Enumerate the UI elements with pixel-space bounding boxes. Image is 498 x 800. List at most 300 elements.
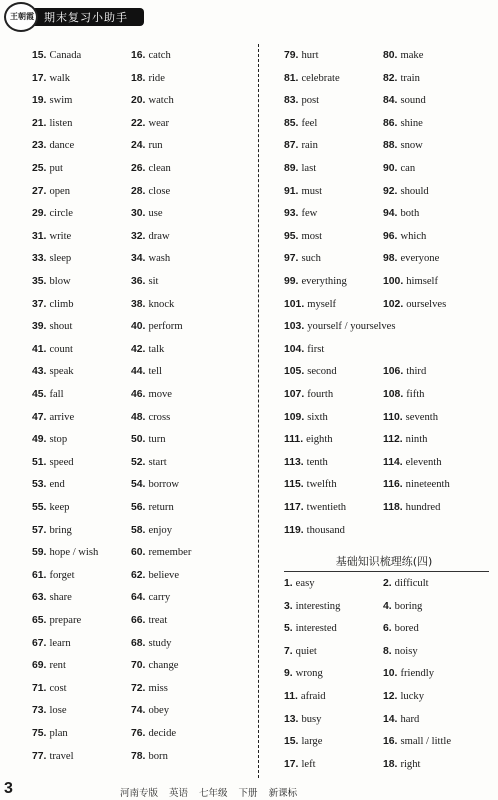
- list-item: [131, 49, 171, 62]
- item-number: 112.: [383, 434, 403, 446]
- item-word: swim: [49, 95, 73, 107]
- item-number: 59.: [32, 547, 47, 559]
- item-number: 73.: [32, 705, 47, 717]
- item-number: 65.: [32, 615, 47, 626]
- item-number: 61.: [32, 569, 47, 581]
- list-item: [284, 94, 319, 107]
- item-number: 43.: [32, 366, 47, 378]
- page-header: [0, 0, 498, 30]
- list-item: [131, 230, 170, 243]
- item-number: 34.: [131, 253, 146, 265]
- item-number: 84.: [383, 95, 398, 107]
- item-word: ride: [148, 72, 165, 84]
- item-word: study: [148, 637, 172, 649]
- list-item: [32, 704, 67, 717]
- item-word: obey: [148, 705, 170, 717]
- item-number: 28.: [131, 185, 146, 197]
- item-number: 90.: [383, 163, 398, 174]
- list-item: [284, 365, 337, 378]
- list-item: [131, 365, 162, 378]
- list-item: [284, 690, 326, 703]
- list-item: [131, 252, 170, 265]
- item-word: twelfth: [306, 479, 337, 491]
- item-number: 69.: [32, 660, 47, 672]
- list-item: [131, 727, 176, 740]
- item-number: 93.: [284, 208, 299, 220]
- item-number: 26.: [131, 163, 146, 174]
- item-word: which: [400, 230, 427, 242]
- item-word: eighth: [306, 434, 333, 446]
- list-item: [284, 252, 321, 265]
- list-item: [32, 298, 74, 311]
- item-number: 8.: [383, 645, 392, 657]
- list-item: [32, 94, 72, 107]
- list-item: [131, 614, 167, 627]
- list-item: [284, 577, 315, 590]
- list-item: [383, 411, 438, 424]
- item-number: 38.: [131, 298, 146, 310]
- list-item: [32, 185, 70, 198]
- list-item: [131, 433, 166, 446]
- item-number: 64.: [131, 592, 146, 604]
- list-item: [383, 433, 427, 446]
- list-item: [131, 275, 158, 288]
- list-item: [32, 750, 74, 763]
- list-item: [284, 230, 322, 243]
- list-item: [131, 704, 169, 717]
- list-item: [32, 72, 70, 85]
- item-number: 77.: [32, 750, 47, 762]
- list-item: [131, 591, 170, 604]
- list-item: [383, 577, 429, 590]
- list-item: [284, 343, 324, 356]
- item-number: 117.: [284, 502, 304, 513]
- item-word: thousand: [306, 524, 345, 536]
- list-item: [32, 659, 66, 672]
- item-number: 96.: [383, 230, 398, 242]
- item-number: 113.: [284, 456, 304, 468]
- list-item: [131, 320, 183, 333]
- item-number: 16.: [383, 736, 398, 748]
- item-number: 57.: [32, 524, 47, 536]
- item-word: catch: [148, 50, 171, 61]
- list-item: [383, 388, 424, 401]
- item-number: 51.: [32, 456, 47, 468]
- item-word: wrong: [295, 668, 323, 680]
- item-number: 80.: [383, 50, 398, 61]
- item-word: draw: [148, 230, 170, 242]
- item-number: 91.: [284, 185, 299, 197]
- item-number: 67.: [32, 637, 47, 649]
- item-number: 60.: [131, 547, 146, 559]
- item-word: rent: [49, 660, 66, 672]
- item-word: interesting: [295, 600, 341, 612]
- list-item: [131, 478, 179, 491]
- list-item: [383, 478, 450, 491]
- item-number: 41.: [32, 343, 47, 355]
- list-item: [284, 320, 396, 333]
- item-word: can: [400, 163, 416, 174]
- list-item: [131, 388, 172, 401]
- item-word: travel: [49, 750, 74, 762]
- item-number: 45.: [32, 389, 47, 400]
- item-number: 31.: [32, 230, 47, 242]
- list-item: [383, 139, 423, 152]
- page-footer: [0, 782, 498, 800]
- list-item: [383, 622, 419, 635]
- item-number: 47.: [32, 411, 47, 423]
- item-word: everything: [301, 276, 347, 287]
- list-item: [32, 524, 72, 537]
- column-divider: [258, 44, 259, 778]
- item-number: 52.: [131, 456, 146, 468]
- item-word: sound: [400, 95, 426, 107]
- item-word: change: [148, 660, 179, 672]
- item-number: 81.: [284, 72, 299, 84]
- item-word: born: [148, 750, 168, 762]
- item-number: 42.: [131, 343, 146, 355]
- item-word: ourselves: [406, 298, 447, 310]
- list-item: [383, 600, 422, 613]
- item-number: 39.: [32, 321, 47, 333]
- list-item: [131, 501, 174, 514]
- item-word: watch: [148, 95, 174, 107]
- item-word: speak: [49, 366, 74, 378]
- list-item: [32, 139, 74, 152]
- list-item: [131, 343, 164, 356]
- list-item: [383, 207, 419, 220]
- item-word: must: [301, 185, 323, 197]
- item-word: sixth: [307, 411, 328, 423]
- item-number: 111.: [284, 434, 304, 446]
- item-word: wear: [148, 117, 170, 129]
- item-word: open: [49, 185, 71, 197]
- item-word: hurt: [301, 50, 319, 61]
- item-number: 78.: [131, 750, 146, 762]
- item-word: close: [148, 185, 171, 197]
- item-word: perform: [148, 321, 183, 333]
- list-item: [383, 230, 426, 243]
- item-word: twentieth: [306, 502, 347, 513]
- item-word: post: [301, 95, 320, 107]
- item-word: interested: [295, 623, 337, 635]
- item-word: second: [307, 366, 337, 378]
- list-item: [131, 72, 165, 85]
- item-word: shine: [400, 117, 423, 129]
- list-item: [284, 185, 322, 198]
- item-word: carry: [148, 592, 171, 604]
- list-item: [32, 388, 64, 401]
- item-number: 87.: [284, 140, 299, 152]
- list-item: [131, 569, 179, 582]
- item-word: left: [301, 758, 316, 770]
- item-number: 36.: [131, 276, 146, 287]
- item-number: 49.: [32, 434, 47, 446]
- item-word: use: [148, 208, 163, 220]
- item-number: 32.: [131, 230, 146, 242]
- item-number: 40.: [131, 321, 146, 333]
- item-word: believe: [148, 569, 180, 581]
- item-number: 17.: [284, 758, 299, 770]
- item-number: 15.: [32, 50, 47, 61]
- item-number: 12.: [383, 691, 398, 702]
- item-word: such: [301, 253, 321, 265]
- item-word: learn: [49, 637, 71, 649]
- item-number: 100.: [383, 276, 404, 287]
- list-item: [131, 750, 168, 763]
- item-number: 68.: [131, 637, 146, 649]
- list-item: [284, 388, 333, 401]
- item-word: should: [400, 185, 429, 197]
- item-word: share: [49, 592, 72, 604]
- item-word: enjoy: [148, 524, 172, 536]
- list-item: [383, 94, 426, 107]
- item-number: 116.: [383, 479, 403, 491]
- list-item: [32, 230, 71, 243]
- item-number: 83.: [284, 95, 299, 107]
- item-number: 115.: [284, 479, 304, 491]
- item-word: noisy: [394, 645, 418, 657]
- item-word: hope / wish: [49, 547, 99, 559]
- list-item: [383, 298, 446, 311]
- item-number: 14.: [383, 713, 398, 725]
- item-number: 74.: [131, 705, 146, 717]
- list-item: [383, 185, 429, 198]
- logo-text: 王朝霞: [10, 12, 34, 21]
- item-word: himself: [406, 276, 439, 287]
- item-word: decide: [148, 728, 177, 739]
- item-word: treat: [148, 615, 168, 626]
- list-item: [131, 298, 174, 311]
- list-item: [284, 207, 317, 220]
- item-word: end: [49, 479, 65, 491]
- item-number: 109.: [284, 411, 305, 423]
- list-item: [383, 735, 451, 748]
- item-word: start: [148, 456, 167, 468]
- list-item: [32, 501, 69, 514]
- section-title: 基础知识梳理练(四): [335, 555, 433, 568]
- item-word: make: [400, 50, 424, 61]
- item-word: forget: [49, 569, 75, 581]
- list-item: [32, 478, 65, 491]
- item-number: 2.: [383, 578, 392, 589]
- list-item: [284, 645, 317, 658]
- item-number: 95.: [284, 230, 299, 242]
- item-word: dance: [49, 140, 75, 152]
- logo: [4, 2, 38, 32]
- item-number: 25.: [32, 163, 47, 174]
- list-item: [284, 735, 322, 748]
- item-number: 6.: [383, 623, 392, 635]
- list-item: [284, 478, 337, 491]
- item-word: difficult: [394, 578, 429, 589]
- item-word: Canada: [49, 50, 82, 61]
- item-number: 48.: [131, 411, 146, 423]
- item-number: 101.: [284, 298, 305, 310]
- item-word: right: [400, 758, 421, 770]
- item-number: 13.: [284, 713, 299, 725]
- item-number: 22.: [131, 117, 146, 129]
- item-word: rain: [301, 140, 318, 152]
- item-word: feel: [301, 117, 318, 129]
- item-number: 24.: [131, 140, 146, 152]
- item-word: boring: [394, 600, 423, 612]
- list-item: [32, 456, 74, 469]
- item-word: miss: [148, 682, 168, 694]
- item-word: plan: [49, 728, 68, 739]
- item-number: 37.: [32, 298, 47, 310]
- list-item: [284, 298, 336, 311]
- list-item: [284, 49, 319, 62]
- item-word: train: [400, 72, 420, 84]
- item-number: 4.: [383, 600, 392, 612]
- list-item: [383, 456, 442, 469]
- item-number: 107.: [284, 389, 305, 400]
- item-word: most: [301, 230, 323, 242]
- item-word: friendly: [400, 668, 434, 680]
- item-word: everyone: [400, 253, 440, 265]
- item-number: 70.: [131, 660, 146, 672]
- item-number: 99.: [284, 276, 299, 287]
- item-number: 76.: [131, 728, 146, 739]
- list-item: [131, 185, 170, 198]
- list-item: [284, 600, 340, 613]
- item-word: turn: [148, 434, 166, 446]
- item-number: 15.: [284, 736, 299, 748]
- item-number: 3.: [284, 600, 293, 612]
- list-item: [131, 524, 172, 537]
- item-word: sleep: [49, 253, 72, 265]
- header-title: 期末复习小助手: [44, 11, 128, 24]
- item-number: 50.: [131, 434, 146, 446]
- list-item: [383, 501, 440, 514]
- item-word: move: [148, 389, 172, 400]
- item-word: seventh: [405, 411, 439, 423]
- list-item: [284, 713, 321, 726]
- item-word: return: [148, 502, 174, 513]
- item-number: 18.: [383, 758, 398, 770]
- item-number: 66.: [131, 615, 146, 626]
- item-number: 21.: [32, 117, 47, 129]
- item-word: quiet: [295, 645, 317, 657]
- list-item: [32, 682, 67, 695]
- item-word: nineteenth: [405, 479, 450, 491]
- item-number: 104.: [284, 343, 305, 355]
- list-item: [284, 622, 337, 635]
- item-number: 19.: [32, 95, 47, 107]
- item-word: circle: [49, 208, 73, 220]
- item-word: wash: [148, 253, 171, 265]
- item-number: 44.: [131, 366, 146, 378]
- list-item: [32, 207, 73, 220]
- item-word: celebrate: [301, 72, 340, 84]
- item-number: 46.: [131, 389, 146, 400]
- item-word: hard: [400, 713, 420, 725]
- list-item: [32, 252, 71, 265]
- item-number: 106.: [383, 366, 404, 378]
- item-word: myself: [307, 298, 337, 310]
- item-number: 17.: [32, 72, 47, 84]
- item-word: cross: [148, 411, 171, 423]
- item-number: 118.: [383, 502, 403, 513]
- item-word: stop: [49, 434, 68, 446]
- list-item: [383, 713, 419, 726]
- item-word: easy: [295, 578, 315, 589]
- list-item: [284, 501, 346, 514]
- list-item: [131, 411, 170, 424]
- item-word: fall: [49, 389, 64, 400]
- item-word: keep: [49, 502, 70, 513]
- item-number: 71.: [32, 682, 47, 694]
- list-item: [284, 524, 345, 537]
- item-word: run: [148, 140, 163, 152]
- list-item: [284, 433, 333, 446]
- item-number: 85.: [284, 117, 299, 129]
- section-underline: [284, 571, 489, 572]
- list-item: [131, 637, 171, 650]
- item-number: 82.: [383, 72, 398, 84]
- item-number: 105.: [284, 366, 305, 378]
- item-number: 30.: [131, 208, 146, 220]
- item-number: 79.: [284, 50, 299, 61]
- item-word: sit: [148, 276, 159, 287]
- list-item: [284, 117, 317, 130]
- list-item: [32, 275, 71, 288]
- item-number: 103.: [284, 321, 305, 333]
- item-word: tell: [148, 366, 162, 378]
- item-word: lucky: [400, 691, 424, 702]
- item-word: knock: [148, 298, 175, 310]
- item-word: remember: [148, 547, 192, 559]
- list-item: [284, 72, 340, 85]
- list-item: [32, 162, 63, 175]
- item-word: cost: [49, 682, 67, 694]
- item-number: 18.: [131, 72, 146, 84]
- item-word: bring: [49, 524, 72, 536]
- item-word: fifth: [406, 389, 425, 400]
- item-word: afraid: [300, 691, 326, 702]
- item-number: 33.: [32, 253, 47, 265]
- list-item: [131, 207, 163, 220]
- list-item: [32, 637, 71, 650]
- list-item: [383, 162, 415, 175]
- item-word: talk: [148, 343, 165, 355]
- list-item: [284, 139, 318, 152]
- item-number: 58.: [131, 524, 146, 536]
- list-item: [284, 411, 328, 424]
- item-word: lose: [49, 705, 67, 717]
- list-item: [32, 433, 67, 446]
- page-number: 3: [4, 780, 13, 797]
- list-item: [32, 591, 72, 604]
- list-item: [284, 162, 316, 175]
- list-item: [32, 411, 74, 424]
- list-item: [383, 645, 418, 658]
- list-item: [383, 72, 420, 85]
- list-item: [383, 667, 434, 680]
- item-number: 1.: [284, 578, 293, 589]
- item-number: 110.: [383, 411, 403, 423]
- item-word: blow: [49, 276, 71, 287]
- item-number: 98.: [383, 253, 398, 265]
- item-number: 62.: [131, 569, 146, 581]
- item-number: 23.: [32, 140, 47, 152]
- item-number: 16.: [131, 50, 146, 61]
- list-item: [383, 690, 424, 703]
- item-word: busy: [301, 713, 322, 725]
- list-item: [32, 117, 72, 130]
- list-item: [383, 117, 423, 130]
